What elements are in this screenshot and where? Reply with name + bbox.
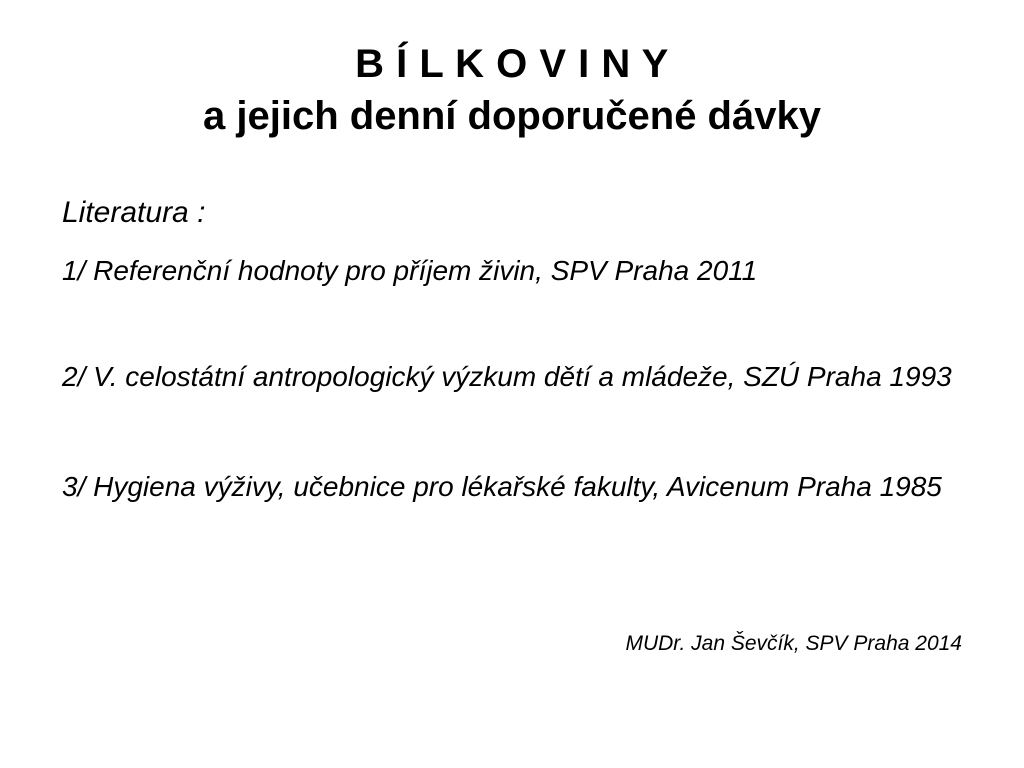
reference-item: 1/ Referenční hodnoty pro příjem živin, SPV Praha 2011 <box>62 255 758 286</box>
reference-item: 3/ Hygiena výživy, učebnice pro lékařské fakulty, Avicenum Praha 1985 <box>62 471 942 502</box>
slide-title: B Í L K O V I N Y <box>355 42 669 86</box>
reference-item: 2/ V. celostátní antropologický výzkum dětí a mládeže, SZÚ Praha 1993 <box>62 361 952 392</box>
slide-body <box>62 190 962 512</box>
slide-title-block <box>40 38 984 142</box>
author-signature: MUDr. Jan Ševčík, SPV Praha 2014 <box>625 632 962 655</box>
literature-heading: Literatura : <box>62 196 206 229</box>
slide-subtitle: a jejich denní doporučené dávky <box>203 94 821 138</box>
